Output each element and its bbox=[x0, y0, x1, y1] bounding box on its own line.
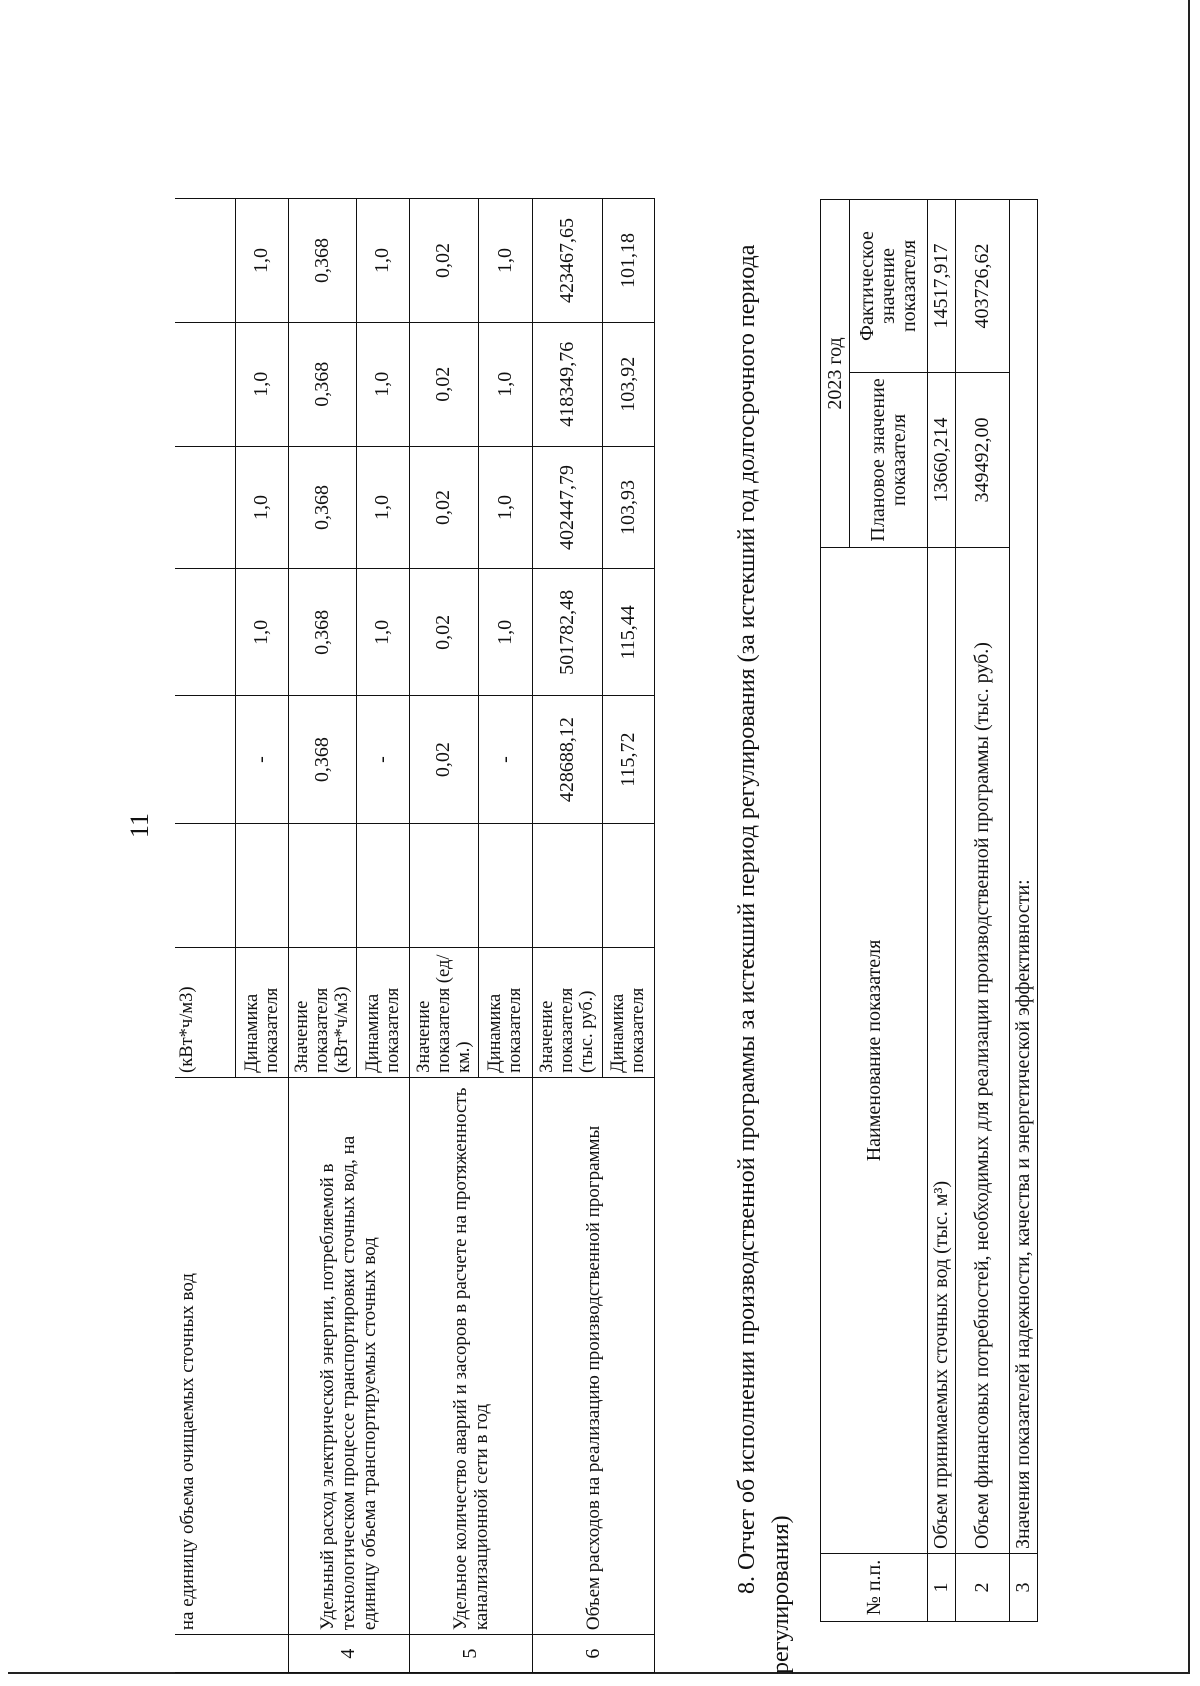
value-cell: 1,0 bbox=[356, 569, 409, 696]
subrow-label: Динамика показателя bbox=[478, 948, 532, 1078]
col-header-fact: Фактическое значение показателя bbox=[850, 200, 928, 373]
row-number: 4 bbox=[288, 1635, 409, 1673]
subrow-label: Значение показателя (тыс. руб.) bbox=[532, 948, 602, 1078]
section-8-heading: 8. Отчет об исполнении производственной программы за истекший период регулирования (за истекший год долгосрочного периода регулирования) bbox=[734, 244, 794, 1674]
value-cell bbox=[356, 823, 409, 947]
col-header-year: 2023 год bbox=[821, 200, 850, 548]
value-cell bbox=[409, 823, 478, 947]
value-cell: 103,92 bbox=[602, 322, 654, 446]
value-cell: 0,368 bbox=[288, 696, 356, 824]
value-cell: 402447,79 bbox=[532, 446, 602, 569]
value-cell: 0,368 bbox=[288, 322, 356, 446]
value-cell: 101,18 bbox=[602, 199, 654, 323]
value-cell: 1,0 bbox=[356, 322, 409, 446]
table-row bbox=[956, 200, 1010, 1622]
indicator-name: Объем финансовых потребностей, необходимых для реализации производственной программы (тыс. руб.) bbox=[956, 547, 1010, 1553]
table-row bbox=[175, 199, 235, 1673]
row-number: 5 bbox=[409, 1635, 532, 1673]
indicator-name: Значения показателей надежности, качества и энергетической эффективности: bbox=[1010, 200, 1038, 1554]
value-cell: 1,0 bbox=[356, 446, 409, 569]
fact-value: 14517,917 bbox=[928, 200, 956, 373]
value-cell: 501782,48 bbox=[532, 569, 602, 696]
subrow-label: Значение показателя (ед/км.) bbox=[409, 948, 478, 1078]
value-cell bbox=[175, 823, 235, 947]
value-cell: - bbox=[478, 696, 532, 824]
value-cell bbox=[175, 199, 235, 323]
indicator-name: Объем расходов на реализацию производственной программы bbox=[532, 1077, 654, 1634]
value-cell bbox=[288, 823, 356, 947]
table-row bbox=[928, 200, 956, 1622]
value-cell: 1,0 bbox=[235, 446, 288, 569]
row-number: 3 bbox=[1010, 1554, 1038, 1622]
fact-value: 403726,62 bbox=[956, 200, 1010, 373]
program-execution-table bbox=[820, 199, 1038, 1622]
value-cell bbox=[478, 823, 532, 947]
value-cell: 1,0 bbox=[478, 199, 532, 323]
value-cell bbox=[602, 823, 654, 947]
value-cell: 1,0 bbox=[478, 322, 532, 446]
indicator-name: Удельный расход электрической энергии, потребляемой в технологическом процессе транспортировки сточных вод, на единицу объема транспортируемых сточных вод bbox=[288, 1077, 409, 1634]
col-header-num: № п.п. bbox=[821, 1554, 928, 1622]
value-cell: 418349,76 bbox=[532, 322, 602, 446]
table-row bbox=[532, 199, 602, 1673]
value-cell: 0,02 bbox=[409, 569, 478, 696]
row-number: 1 bbox=[928, 1554, 956, 1622]
value-cell: 0,02 bbox=[409, 199, 478, 323]
value-cell: 0,368 bbox=[288, 569, 356, 696]
col-header-name: Наименование показателя bbox=[821, 547, 928, 1553]
subrow-label: Динамика показателя bbox=[235, 948, 288, 1078]
row-number: 6 bbox=[532, 1635, 654, 1673]
col-header-plan: Плановое значение показателя bbox=[850, 372, 928, 547]
value-cell: 0,368 bbox=[288, 199, 356, 323]
subrow-label: Динамика показателя bbox=[602, 948, 654, 1078]
value-cell: 1,0 bbox=[478, 446, 532, 569]
subrow-label: Динамика показателя bbox=[356, 948, 409, 1078]
value-cell: 0,02 bbox=[409, 322, 478, 446]
value-cell bbox=[235, 823, 288, 947]
value-cell bbox=[532, 823, 602, 947]
value-cell: 115,72 bbox=[602, 696, 654, 824]
value-cell: - bbox=[235, 696, 288, 824]
value-cell: - bbox=[356, 696, 409, 824]
value-cell: 428688,12 bbox=[532, 696, 602, 824]
subrow-label: Значение показателя (кВт*ч/м3) bbox=[288, 948, 356, 1078]
indicator-name: Удельное количество аварий и засоров в расчете на протяженность канализационной сети в год bbox=[409, 1077, 532, 1634]
value-cell: 1,0 bbox=[235, 199, 288, 323]
value-cell bbox=[175, 696, 235, 824]
value-cell: 1,0 bbox=[478, 569, 532, 696]
plan-value: 349492,00 bbox=[956, 372, 1010, 547]
value-cell: 103,93 bbox=[602, 446, 654, 569]
table-header-row bbox=[821, 200, 850, 1622]
value-cell: 1,0 bbox=[356, 199, 409, 323]
table-row bbox=[409, 199, 478, 1673]
row-number: 2 bbox=[956, 1554, 1010, 1622]
value-cell: 1,0 bbox=[235, 322, 288, 446]
page-number: 11 bbox=[125, 812, 154, 838]
value-cell: 0,368 bbox=[288, 446, 356, 569]
value-cell bbox=[175, 322, 235, 446]
value-cell: 1,0 bbox=[235, 569, 288, 696]
value-cell: 0,02 bbox=[409, 696, 478, 824]
subrow-label: (кВт*ч/м3) bbox=[175, 948, 235, 1078]
table-row bbox=[288, 199, 356, 1673]
value-cell: 115,44 bbox=[602, 569, 654, 696]
row-number bbox=[175, 1635, 288, 1673]
value-cell: 0,02 bbox=[409, 446, 478, 569]
plan-value: 13660,214 bbox=[928, 372, 956, 547]
value-cell bbox=[175, 569, 235, 696]
value-cell bbox=[175, 446, 235, 569]
value-cell: 423467,65 bbox=[532, 199, 602, 323]
table-row bbox=[1010, 200, 1038, 1622]
indicators-table bbox=[175, 198, 655, 1673]
indicator-name: Объем принимаемых сточных вод (тыс. м³) bbox=[928, 547, 956, 1553]
indicator-name: на единицу объема очищаемых сточных вод bbox=[175, 1077, 288, 1634]
